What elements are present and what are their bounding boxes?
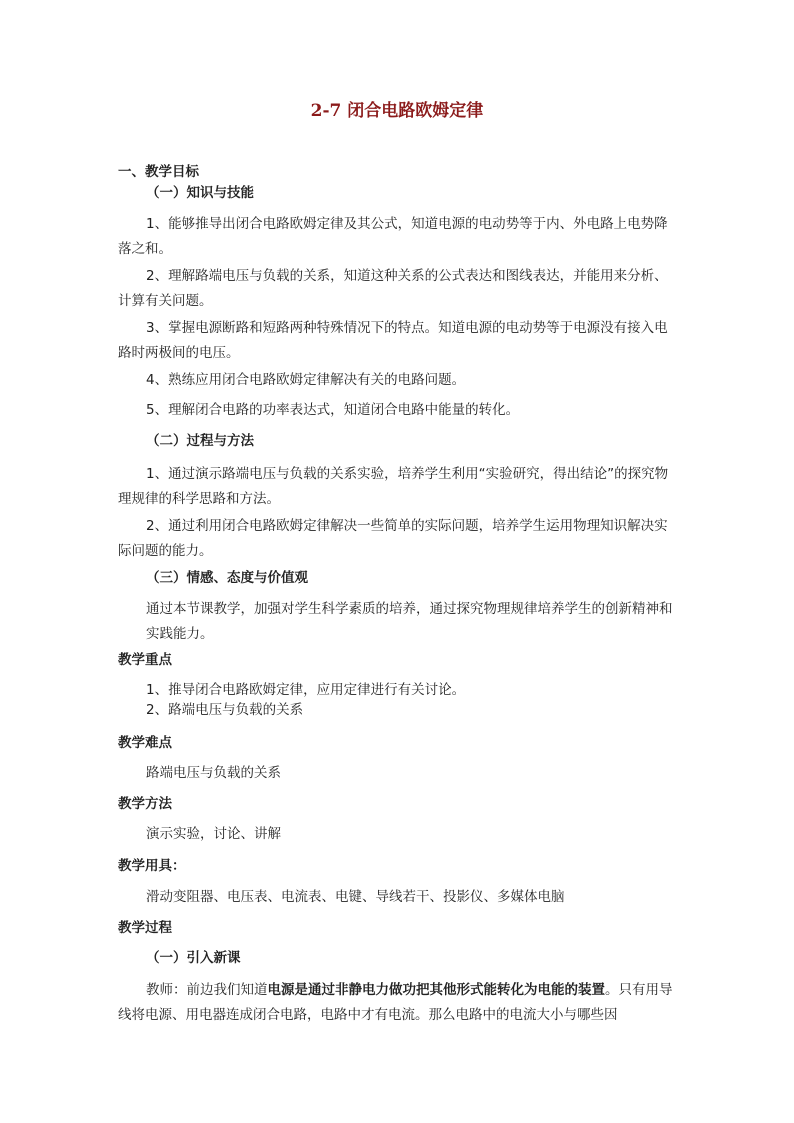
key-point-1: 1、推导闭合电路欧姆定律，应用定律进行有关讨论。 <box>146 682 466 698</box>
subsection-emotion-values: （三）情感、态度与价值观 <box>146 570 308 586</box>
tools-heading: 教学用具： <box>118 858 186 874</box>
knowledge-item-1: 1、能够推导出闭合电路欧姆定律及其公式，知道电源的电动势等于内、外电路上电势降落之和。 <box>118 216 668 257</box>
knowledge-item-3: 3、掌握电源断路和短路两种特殊情况下的特点。知道电源的电动势等于电源没有接入电路时两极间的电压。 <box>118 320 668 361</box>
subsection-knowledge-skills: （一）知识与技能 <box>146 185 254 201</box>
subsection-process-method: （二）过程与方法 <box>146 433 254 449</box>
difficulty-item-1: 路端电压与负载的关系 <box>146 765 281 781</box>
section-teaching-goals: 一、教学目标 <box>118 164 199 180</box>
intro-text-bold: 电源是通过非静电力做功把其他形式能转化为电能的装置 <box>267 982 605 998</box>
key-point-2: 2、路端电压与负载的关系 <box>146 702 304 718</box>
knowledge-item-2: 2、理解路端电压与负载的关系，知道这种关系的公式表达和图线表达，并能用来分析、计算有关问题。 <box>118 268 668 309</box>
intro-text-c: 。只有用导线将电源、用电器连成闭合电路，电路中才有电流。那么电路中的电流大小与哪些因 <box>118 982 673 1023</box>
key-points-heading: 教学重点 <box>118 652 172 668</box>
emotion-item-1: 通过本节课教学，加强对学生科学素质的培养，通过探究物理规律培养学生的创新精神和实践能力。 <box>146 601 673 642</box>
intro-text-a: 教师：前边我们知道 <box>146 982 268 998</box>
method-heading: 教学方法 <box>118 796 172 812</box>
page-title: 2-7 闭合电路欧姆定律 <box>310 101 484 121</box>
tools-list: 滑动变阻器、电压表、电流表、电键、导线若干、投影仪、多媒体电脑 <box>146 889 565 905</box>
intro-subheading: （一）引入新课 <box>146 950 241 966</box>
difficulty-heading: 教学难点 <box>118 735 172 751</box>
knowledge-item-5: 5、理解闭合电路的功率表达式，知道闭合电路中能量的转化。 <box>146 402 520 418</box>
process-heading: 教学过程 <box>118 920 172 936</box>
method-item-1: 1、通过演示路端电压与负载的关系实验，培养学生利用“实验研究，得出结论”的探究物理规律的科学思路和方法。 <box>118 466 669 507</box>
knowledge-item-4: 4、熟练应用闭合电路欧姆定律解决有关的电路问题。 <box>146 372 466 388</box>
method-detail: 演示实验，讨论、讲解 <box>146 826 281 842</box>
method-item-2: 2、通过利用闭合电路欧姆定律解决一些简单的实际问题，培养学生运用物理知识解决实际问题的能力。 <box>118 518 668 559</box>
intro-paragraph <box>118 978 678 1028</box>
